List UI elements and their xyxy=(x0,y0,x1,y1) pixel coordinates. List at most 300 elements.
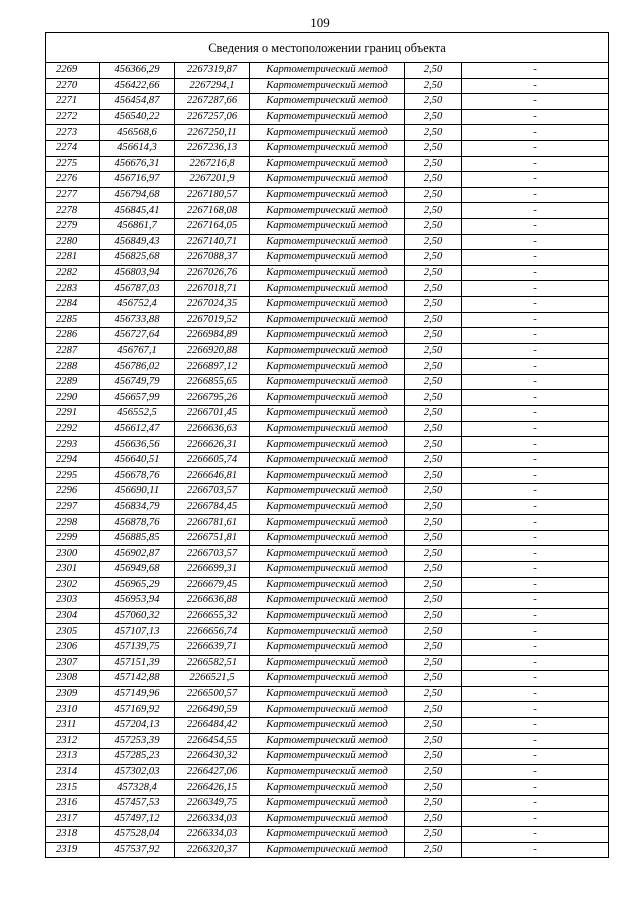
table-row xyxy=(46,639,609,655)
accuracy-cell: 2,50 xyxy=(405,780,462,796)
x-coordinate-cell: 456902,87 xyxy=(100,546,175,562)
table-row xyxy=(46,827,609,843)
method-cell: Картометрический метод xyxy=(250,140,405,156)
description-cell: - xyxy=(462,608,609,624)
table-row xyxy=(46,172,609,188)
point-number-cell: 2311 xyxy=(46,717,100,733)
point-number-cell: 2297 xyxy=(46,499,100,515)
description-cell: - xyxy=(462,749,609,765)
x-coordinate-cell: 457537,92 xyxy=(100,842,175,858)
table-row xyxy=(46,624,609,640)
point-number-cell: 2310 xyxy=(46,702,100,718)
description-cell: - xyxy=(462,234,609,250)
table-row xyxy=(46,374,609,390)
method-cell: Картометрический метод xyxy=(250,250,405,266)
method-cell: Картометрический метод xyxy=(250,265,405,281)
method-cell: Картометрический метод xyxy=(250,109,405,125)
y-coordinate-cell: 2267287,66 xyxy=(175,94,250,110)
table-row xyxy=(46,702,609,718)
x-coordinate-cell: 456540,22 xyxy=(100,109,175,125)
table-row xyxy=(46,359,609,375)
point-number-cell: 2294 xyxy=(46,452,100,468)
method-cell: Картометрический метод xyxy=(250,733,405,749)
method-cell: Картометрический метод xyxy=(250,203,405,219)
point-number-cell: 2293 xyxy=(46,437,100,453)
accuracy-cell: 2,50 xyxy=(405,452,462,468)
table-body xyxy=(46,33,609,858)
accuracy-cell: 2,50 xyxy=(405,827,462,843)
point-number-cell: 2282 xyxy=(46,265,100,281)
accuracy-cell: 2,50 xyxy=(405,530,462,546)
accuracy-cell: 2,50 xyxy=(405,562,462,578)
description-cell: - xyxy=(462,187,609,203)
y-coordinate-cell: 2267216,8 xyxy=(175,156,250,172)
description-cell: - xyxy=(462,468,609,484)
accuracy-cell: 2,50 xyxy=(405,250,462,266)
y-coordinate-cell: 2266334,03 xyxy=(175,827,250,843)
x-coordinate-cell: 456965,29 xyxy=(100,577,175,593)
description-cell: - xyxy=(462,593,609,609)
y-coordinate-cell: 2266699,31 xyxy=(175,562,250,578)
accuracy-cell: 2,50 xyxy=(405,655,462,671)
y-coordinate-cell: 2267294,1 xyxy=(175,78,250,94)
y-coordinate-cell: 2266703,57 xyxy=(175,546,250,562)
y-coordinate-cell: 2267024,35 xyxy=(175,296,250,312)
method-cell: Картометрический метод xyxy=(250,608,405,624)
description-cell: - xyxy=(462,390,609,406)
table-row xyxy=(46,234,609,250)
point-number-cell: 2284 xyxy=(46,296,100,312)
accuracy-cell: 2,50 xyxy=(405,359,462,375)
method-cell: Картометрический метод xyxy=(250,296,405,312)
point-number-cell: 2307 xyxy=(46,655,100,671)
point-number-cell: 2290 xyxy=(46,390,100,406)
accuracy-cell: 2,50 xyxy=(405,63,462,79)
table-row xyxy=(46,515,609,531)
accuracy-cell: 2,50 xyxy=(405,749,462,765)
x-coordinate-cell: 457060,32 xyxy=(100,608,175,624)
table-row xyxy=(46,156,609,172)
y-coordinate-cell: 2266320,37 xyxy=(175,842,250,858)
description-cell: - xyxy=(462,546,609,562)
accuracy-cell: 2,50 xyxy=(405,842,462,858)
accuracy-cell: 2,50 xyxy=(405,125,462,141)
method-cell: Картометрический метод xyxy=(250,764,405,780)
x-coordinate-cell: 457302,03 xyxy=(100,764,175,780)
method-cell: Картометрический метод xyxy=(250,499,405,515)
method-cell: Картометрический метод xyxy=(250,717,405,733)
y-coordinate-cell: 2266334,03 xyxy=(175,811,250,827)
method-cell: Картометрический метод xyxy=(250,749,405,765)
point-number-cell: 2316 xyxy=(46,795,100,811)
method-cell: Картометрический метод xyxy=(250,78,405,94)
x-coordinate-cell: 456794,68 xyxy=(100,187,175,203)
table-row xyxy=(46,250,609,266)
table-row xyxy=(46,593,609,609)
x-coordinate-cell: 457497,12 xyxy=(100,811,175,827)
description-cell: - xyxy=(462,265,609,281)
point-number-cell: 2289 xyxy=(46,374,100,390)
y-coordinate-cell: 2266500,57 xyxy=(175,686,250,702)
y-coordinate-cell: 2267026,76 xyxy=(175,265,250,281)
description-cell: - xyxy=(462,421,609,437)
method-cell: Картометрический метод xyxy=(250,484,405,500)
table-row xyxy=(46,562,609,578)
point-number-cell: 2296 xyxy=(46,484,100,500)
table-row xyxy=(46,499,609,515)
point-number-cell: 2286 xyxy=(46,328,100,344)
point-number-cell: 2306 xyxy=(46,639,100,655)
x-coordinate-cell: 456552,5 xyxy=(100,406,175,422)
description-cell: - xyxy=(462,359,609,375)
description-cell: - xyxy=(462,686,609,702)
y-coordinate-cell: 2266784,45 xyxy=(175,499,250,515)
description-cell: - xyxy=(462,780,609,796)
x-coordinate-cell: 456657,99 xyxy=(100,390,175,406)
x-coordinate-cell: 456422,66 xyxy=(100,78,175,94)
table-row xyxy=(46,546,609,562)
table-row xyxy=(46,281,609,297)
method-cell: Картометрический метод xyxy=(250,421,405,437)
accuracy-cell: 2,50 xyxy=(405,78,462,94)
x-coordinate-cell: 456749,79 xyxy=(100,374,175,390)
y-coordinate-cell: 2266751,81 xyxy=(175,530,250,546)
method-cell: Картометрический метод xyxy=(250,827,405,843)
method-cell: Картометрический метод xyxy=(250,546,405,562)
method-cell: Картометрический метод xyxy=(250,780,405,796)
point-number-cell: 2283 xyxy=(46,281,100,297)
x-coordinate-cell: 457253,39 xyxy=(100,733,175,749)
x-coordinate-cell: 456612,47 xyxy=(100,421,175,437)
method-cell: Картометрический метод xyxy=(250,312,405,328)
page-number: 109 xyxy=(310,15,330,30)
table-row xyxy=(46,780,609,796)
table-row xyxy=(46,655,609,671)
y-coordinate-cell: 2266703,57 xyxy=(175,484,250,500)
accuracy-cell: 2,50 xyxy=(405,795,462,811)
point-number-cell: 2274 xyxy=(46,140,100,156)
table-row xyxy=(46,530,609,546)
accuracy-cell: 2,50 xyxy=(405,811,462,827)
y-coordinate-cell: 2266646,81 xyxy=(175,468,250,484)
point-number-cell: 2276 xyxy=(46,172,100,188)
method-cell: Картометрический метод xyxy=(250,842,405,858)
method-cell: Картометрический метод xyxy=(250,359,405,375)
y-coordinate-cell: 2266855,65 xyxy=(175,374,250,390)
description-cell: - xyxy=(462,437,609,453)
point-number-cell: 2309 xyxy=(46,686,100,702)
table-row xyxy=(46,795,609,811)
method-cell: Картометрический метод xyxy=(250,530,405,546)
description-cell: - xyxy=(462,811,609,827)
y-coordinate-cell: 2266490,59 xyxy=(175,702,250,718)
y-coordinate-cell: 2266427,06 xyxy=(175,764,250,780)
point-number-cell: 2270 xyxy=(46,78,100,94)
accuracy-cell: 2,50 xyxy=(405,234,462,250)
accuracy-cell: 2,50 xyxy=(405,484,462,500)
table-row xyxy=(46,109,609,125)
x-coordinate-cell: 457149,96 xyxy=(100,686,175,702)
method-cell: Картометрический метод xyxy=(250,374,405,390)
point-number-cell: 2271 xyxy=(46,94,100,110)
accuracy-cell: 2,50 xyxy=(405,639,462,655)
point-number-cell: 2272 xyxy=(46,109,100,125)
x-coordinate-cell: 456834,79 xyxy=(100,499,175,515)
table-row xyxy=(46,468,609,484)
accuracy-cell: 2,50 xyxy=(405,172,462,188)
description-cell: - xyxy=(462,562,609,578)
description-cell: - xyxy=(462,312,609,328)
method-cell: Картометрический метод xyxy=(250,702,405,718)
x-coordinate-cell: 457328,4 xyxy=(100,780,175,796)
accuracy-cell: 2,50 xyxy=(405,296,462,312)
description-cell: - xyxy=(462,374,609,390)
x-coordinate-cell: 457169,92 xyxy=(100,702,175,718)
table-row xyxy=(46,218,609,234)
y-coordinate-cell: 2266920,88 xyxy=(175,343,250,359)
x-coordinate-cell: 456786,02 xyxy=(100,359,175,375)
description-cell: - xyxy=(462,250,609,266)
y-coordinate-cell: 2266430,32 xyxy=(175,749,250,765)
accuracy-cell: 2,50 xyxy=(405,515,462,531)
x-coordinate-cell: 456849,43 xyxy=(100,234,175,250)
description-cell: - xyxy=(462,515,609,531)
x-coordinate-cell: 456878,76 xyxy=(100,515,175,531)
accuracy-cell: 2,50 xyxy=(405,187,462,203)
description-cell: - xyxy=(462,125,609,141)
method-cell: Картометрический метод xyxy=(250,562,405,578)
x-coordinate-cell: 457139,75 xyxy=(100,639,175,655)
point-number-cell: 2285 xyxy=(46,312,100,328)
accuracy-cell: 2,50 xyxy=(405,140,462,156)
accuracy-cell: 2,50 xyxy=(405,624,462,640)
x-coordinate-cell: 457107,13 xyxy=(100,624,175,640)
accuracy-cell: 2,50 xyxy=(405,94,462,110)
point-number-cell: 2315 xyxy=(46,780,100,796)
point-number-cell: 2308 xyxy=(46,671,100,687)
description-cell: - xyxy=(462,296,609,312)
description-cell: - xyxy=(462,78,609,94)
point-number-cell: 2301 xyxy=(46,562,100,578)
y-coordinate-cell: 2267257,06 xyxy=(175,109,250,125)
point-number-cell: 2287 xyxy=(46,343,100,359)
table-row xyxy=(46,484,609,500)
point-number-cell: 2269 xyxy=(46,63,100,79)
x-coordinate-cell: 456568,6 xyxy=(100,125,175,141)
description-cell: - xyxy=(462,452,609,468)
description-cell: - xyxy=(462,577,609,593)
table-row xyxy=(46,671,609,687)
accuracy-cell: 2,50 xyxy=(405,281,462,297)
table-row xyxy=(46,717,609,733)
table-row xyxy=(46,421,609,437)
x-coordinate-cell: 457142,88 xyxy=(100,671,175,687)
method-cell: Картометрический метод xyxy=(250,639,405,655)
accuracy-cell: 2,50 xyxy=(405,265,462,281)
method-cell: Картометрический метод xyxy=(250,655,405,671)
x-coordinate-cell: 456454,87 xyxy=(100,94,175,110)
table-row xyxy=(46,187,609,203)
y-coordinate-cell: 2267250,11 xyxy=(175,125,250,141)
table-row xyxy=(46,437,609,453)
x-coordinate-cell: 457457,53 xyxy=(100,795,175,811)
table-row xyxy=(46,764,609,780)
point-number-cell: 2273 xyxy=(46,125,100,141)
accuracy-cell: 2,50 xyxy=(405,499,462,515)
accuracy-cell: 2,50 xyxy=(405,203,462,219)
method-cell: Картометрический метод xyxy=(250,234,405,250)
accuracy-cell: 2,50 xyxy=(405,733,462,749)
description-cell: - xyxy=(462,827,609,843)
description-cell: - xyxy=(462,281,609,297)
method-cell: Картометрический метод xyxy=(250,406,405,422)
method-cell: Картометрический метод xyxy=(250,795,405,811)
method-cell: Картометрический метод xyxy=(250,437,405,453)
x-coordinate-cell: 456953,94 xyxy=(100,593,175,609)
method-cell: Картометрический метод xyxy=(250,390,405,406)
table-title-row xyxy=(46,33,609,63)
point-number-cell: 2299 xyxy=(46,530,100,546)
accuracy-cell: 2,50 xyxy=(405,312,462,328)
table-row xyxy=(46,312,609,328)
x-coordinate-cell: 457151,39 xyxy=(100,655,175,671)
y-coordinate-cell: 2266636,88 xyxy=(175,593,250,609)
point-number-cell: 2280 xyxy=(46,234,100,250)
x-coordinate-cell: 456690,11 xyxy=(100,484,175,500)
y-coordinate-cell: 2266521,5 xyxy=(175,671,250,687)
x-coordinate-cell: 456727,64 xyxy=(100,328,175,344)
table-row xyxy=(46,811,609,827)
point-number-cell: 2314 xyxy=(46,764,100,780)
x-coordinate-cell: 457285,23 xyxy=(100,749,175,765)
point-number-cell: 2291 xyxy=(46,406,100,422)
method-cell: Картометрический метод xyxy=(250,328,405,344)
description-cell: - xyxy=(462,328,609,344)
table-row xyxy=(46,343,609,359)
x-coordinate-cell: 456678,76 xyxy=(100,468,175,484)
description-cell: - xyxy=(462,764,609,780)
x-coordinate-cell: 456885,85 xyxy=(100,530,175,546)
description-cell: - xyxy=(462,702,609,718)
x-coordinate-cell: 456366,29 xyxy=(100,63,175,79)
y-coordinate-cell: 2267168,08 xyxy=(175,203,250,219)
table-row xyxy=(46,608,609,624)
y-coordinate-cell: 2266897,12 xyxy=(175,359,250,375)
description-cell: - xyxy=(462,343,609,359)
y-coordinate-cell: 2266626,31 xyxy=(175,437,250,453)
accuracy-cell: 2,50 xyxy=(405,608,462,624)
method-cell: Картометрический метод xyxy=(250,172,405,188)
accuracy-cell: 2,50 xyxy=(405,406,462,422)
accuracy-cell: 2,50 xyxy=(405,437,462,453)
description-cell: - xyxy=(462,717,609,733)
method-cell: Картометрический метод xyxy=(250,686,405,702)
table-row xyxy=(46,125,609,141)
point-number-cell: 2302 xyxy=(46,577,100,593)
table-row xyxy=(46,265,609,281)
description-cell: - xyxy=(462,156,609,172)
description-cell: - xyxy=(462,624,609,640)
x-coordinate-cell: 456861,7 xyxy=(100,218,175,234)
x-coordinate-cell: 456825,68 xyxy=(100,250,175,266)
point-number-cell: 2281 xyxy=(46,250,100,266)
y-coordinate-cell: 2267018,71 xyxy=(175,281,250,297)
method-cell: Картометрический метод xyxy=(250,218,405,234)
method-cell: Картометрический метод xyxy=(250,63,405,79)
accuracy-cell: 2,50 xyxy=(405,109,462,125)
description-cell: - xyxy=(462,140,609,156)
method-cell: Картометрический метод xyxy=(250,343,405,359)
description-cell: - xyxy=(462,203,609,219)
table-row xyxy=(46,78,609,94)
table-row xyxy=(46,406,609,422)
y-coordinate-cell: 2266679,45 xyxy=(175,577,250,593)
x-coordinate-cell: 456676,31 xyxy=(100,156,175,172)
method-cell: Картометрический метод xyxy=(250,624,405,640)
method-cell: Картометрический метод xyxy=(250,94,405,110)
method-cell: Картометрический метод xyxy=(250,593,405,609)
description-cell: - xyxy=(462,406,609,422)
table-row xyxy=(46,94,609,110)
point-number-cell: 2275 xyxy=(46,156,100,172)
point-number-cell: 2300 xyxy=(46,546,100,562)
boundary-coordinates-table xyxy=(45,32,609,858)
y-coordinate-cell: 2266701,45 xyxy=(175,406,250,422)
table-row xyxy=(46,140,609,156)
y-coordinate-cell: 2267319,87 xyxy=(175,63,250,79)
point-number-cell: 2298 xyxy=(46,515,100,531)
description-cell: - xyxy=(462,218,609,234)
y-coordinate-cell: 2266639,71 xyxy=(175,639,250,655)
y-coordinate-cell: 2267201,9 xyxy=(175,172,250,188)
table-row xyxy=(46,328,609,344)
table-row xyxy=(46,452,609,468)
x-coordinate-cell: 456787,03 xyxy=(100,281,175,297)
y-coordinate-cell: 2267140,71 xyxy=(175,234,250,250)
point-number-cell: 2304 xyxy=(46,608,100,624)
description-cell: - xyxy=(462,499,609,515)
x-coordinate-cell: 457204,13 xyxy=(100,717,175,733)
method-cell: Картометрический метод xyxy=(250,515,405,531)
method-cell: Картометрический метод xyxy=(250,281,405,297)
table-row xyxy=(46,733,609,749)
description-cell: - xyxy=(462,639,609,655)
accuracy-cell: 2,50 xyxy=(405,343,462,359)
x-coordinate-cell: 456752,4 xyxy=(100,296,175,312)
accuracy-cell: 2,50 xyxy=(405,421,462,437)
y-coordinate-cell: 2266454,55 xyxy=(175,733,250,749)
point-number-cell: 2278 xyxy=(46,203,100,219)
x-coordinate-cell: 456640,51 xyxy=(100,452,175,468)
description-cell: - xyxy=(462,63,609,79)
y-coordinate-cell: 2266984,89 xyxy=(175,328,250,344)
accuracy-cell: 2,50 xyxy=(405,764,462,780)
y-coordinate-cell: 2267236,13 xyxy=(175,140,250,156)
accuracy-cell: 2,50 xyxy=(405,156,462,172)
table-row xyxy=(46,686,609,702)
accuracy-cell: 2,50 xyxy=(405,593,462,609)
point-number-cell: 2313 xyxy=(46,749,100,765)
y-coordinate-cell: 2266781,61 xyxy=(175,515,250,531)
y-coordinate-cell: 2266656,74 xyxy=(175,624,250,640)
x-coordinate-cell: 456767,1 xyxy=(100,343,175,359)
x-coordinate-cell: 456614,3 xyxy=(100,140,175,156)
x-coordinate-cell: 456803,94 xyxy=(100,265,175,281)
method-cell: Картометрический метод xyxy=(250,811,405,827)
table-row xyxy=(46,842,609,858)
y-coordinate-cell: 2266795,26 xyxy=(175,390,250,406)
description-cell: - xyxy=(462,671,609,687)
